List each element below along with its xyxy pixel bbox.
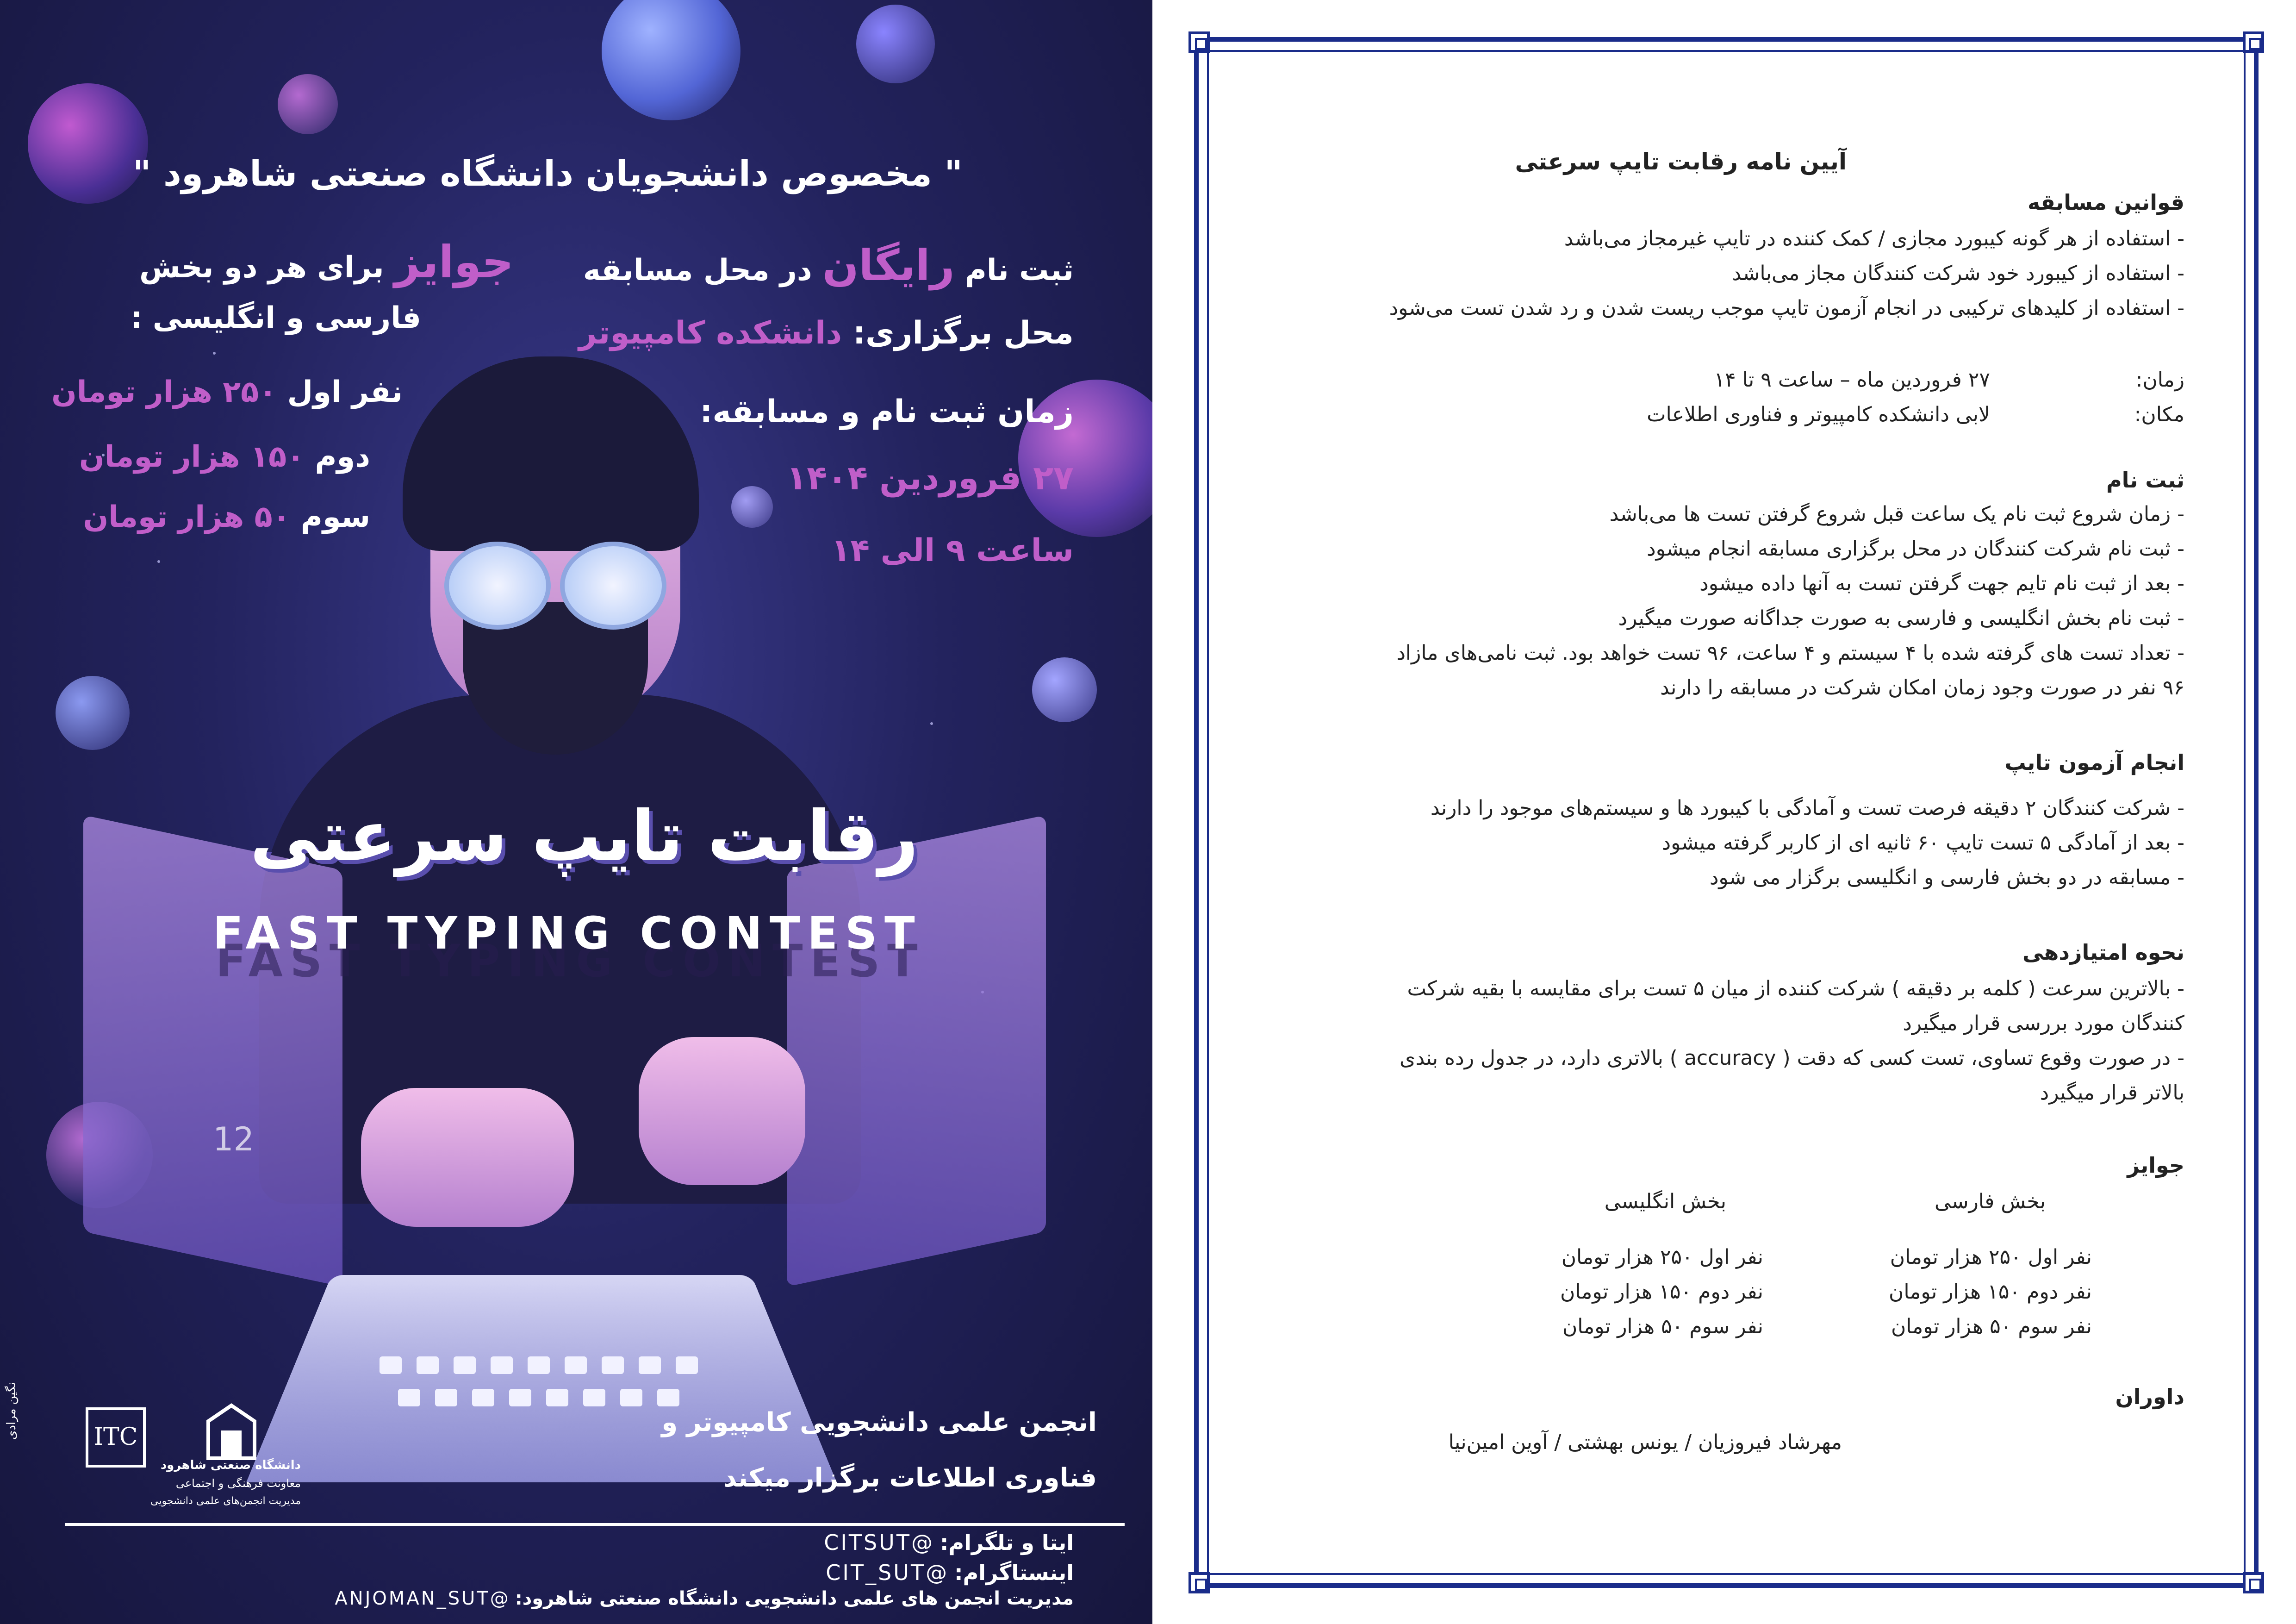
prize-1-label: نفر اول xyxy=(287,375,403,409)
laptop-keyboard-illustration xyxy=(246,1275,837,1482)
social-eitaa-handle[interactable]: @CITSUT xyxy=(824,1530,933,1555)
registration-free: رایگان xyxy=(822,241,955,290)
star xyxy=(930,722,933,725)
frame-corner-ornament xyxy=(2243,31,2264,53)
prize-persian-item: نفر دوم ۱۵۰ هزار تومان xyxy=(1889,1280,2092,1304)
judges-names: مهرشاد فیروزیان / یونس بهشتی / آوین امین‌نیا xyxy=(1448,1430,1842,1454)
registration-item: - ثبت نام بخش انگلیسی و فارسی به صورت جداگانه صورت میگیرد xyxy=(1618,606,2184,630)
keyboard-key xyxy=(565,1356,587,1374)
place-value: لابی دانشکده کامپیوتر و فناوری اطلاعات xyxy=(1647,403,1990,426)
section-heading-test: انجام آزمون تایپ xyxy=(2004,750,2184,775)
poster-registration xyxy=(583,241,1074,290)
keyboard-key xyxy=(583,1389,605,1406)
keyboard-key xyxy=(491,1356,513,1374)
contest-rule-item: - استفاده از کیبورد خود شرکت کنندگان مجاز می‌باشد xyxy=(1732,262,2184,285)
registration-item: - بعد از ثبت نام تایم جهت گرفتن تست به آنها داده میشود xyxy=(1699,572,2184,595)
section-heading-judges: داوران xyxy=(2115,1384,2184,1409)
itc-logo xyxy=(86,1407,146,1468)
prize-1-amount: ۲۵۰ هزار تومان xyxy=(51,375,277,409)
frame-corner-ornament xyxy=(1188,31,1210,53)
keyboard-key xyxy=(676,1356,698,1374)
venue-value: دانشکده کامپیوتر xyxy=(579,315,842,351)
poster-audience: " مخصوص دانشجویان دانشگاه صنعتی شاهرود " xyxy=(132,153,963,194)
scoring-item: کنندگان مورد بررسی قرار میگیرد xyxy=(1903,1012,2184,1035)
keyboard-key xyxy=(417,1356,439,1374)
planet-orb xyxy=(856,5,935,83)
time-label: زمان: xyxy=(2135,368,2184,392)
left-screen-illustration xyxy=(83,815,342,1287)
social-eitaa-label: ایتا و تلگرام: xyxy=(940,1530,1074,1555)
keyboard-key xyxy=(528,1356,550,1374)
test-item: - شرکت کنندگان ۲ دقیقه فرصت تست و آمادگی با کیبورد ها و سیستم‌های موجود را دارند xyxy=(1430,796,2184,820)
planet-orb xyxy=(28,83,148,204)
poster-organizer-line1: انجمن علمی دانشجویی کامپیوتر و xyxy=(661,1407,1097,1437)
planet-orb xyxy=(602,0,740,120)
right-screen-illustration xyxy=(787,815,1046,1287)
poster-title-en: FAST TYPING CONTEST xyxy=(213,907,922,959)
registration-item: - ثبت نام شرکت کنندگان در محل برگزاری مسابقه انجام میشود xyxy=(1647,537,2184,561)
glasses-lens-right xyxy=(560,542,666,630)
keyboard-key xyxy=(509,1389,531,1406)
prize-2-amount: ۱۵۰ هزار تومان xyxy=(79,440,305,474)
rules-title: آیین نامه رقابت تایپ سرعتی xyxy=(1515,148,1847,175)
social-management-handle[interactable]: @ANJOMAN_SUT xyxy=(335,1588,509,1609)
keyboard-key xyxy=(639,1356,661,1374)
prize-english-item: نفر سوم ۵۰ هزار تومان xyxy=(1562,1315,1763,1338)
frame-corner-ornament xyxy=(1188,1572,1210,1593)
poster-prizes-heading xyxy=(139,236,514,288)
planet-orb xyxy=(56,676,130,750)
social-instagram xyxy=(826,1560,1074,1585)
keyboard-key xyxy=(398,1389,420,1406)
section-heading-contest-rules: قوانین مسابقه xyxy=(2027,190,2184,215)
keyboard-key xyxy=(602,1356,624,1374)
social-instagram-handle[interactable]: @CIT_SUT xyxy=(826,1560,947,1585)
poster-prize-1 xyxy=(51,375,403,409)
social-eitaa xyxy=(824,1530,1074,1555)
footer-divider xyxy=(65,1523,1125,1526)
poster-prize-3 xyxy=(83,500,370,534)
frame-corner-ornament xyxy=(2243,1572,2264,1593)
poster-time-label: زمان ثبت نام و مسابقه: xyxy=(700,394,1074,430)
person-hair-illustration xyxy=(403,356,699,551)
keyboard-key xyxy=(472,1389,494,1406)
prizes-word: جوایز xyxy=(394,236,514,288)
itc-logo-text: ITC xyxy=(93,1423,138,1451)
test-item: - بعد از آمادگی ۵ تست تایپ ۶۰ ثانیه ای از کاربر گرفته میشود xyxy=(1661,831,2184,855)
keyboard-key xyxy=(657,1389,679,1406)
place-label: مکان: xyxy=(2134,403,2184,426)
prize-english-item: نفر دوم ۱۵۰ هزار تومان xyxy=(1560,1280,1763,1304)
poster-hours: ساعت ۹ الی ۱۴ xyxy=(831,532,1074,569)
time-value: ۲۷ فروردین ماه – ساعت ۹ تا ۱۴ xyxy=(1714,368,1990,392)
section-heading-scoring: نحوه امتیازدهی xyxy=(2022,940,2184,965)
right-hand-illustration xyxy=(639,1037,805,1185)
section-heading-registration: ثبت نام xyxy=(2106,468,2184,493)
university-logo xyxy=(199,1403,264,1468)
planet-orb xyxy=(278,74,338,134)
social-management-label: مدیریت انجمن های علمی دانشجویی دانشگاه صنعتی شاهرود: xyxy=(515,1588,1074,1609)
poster-title-fa: رقابت تایپ سرعتی xyxy=(250,796,919,877)
planet-orb xyxy=(1032,657,1097,722)
keyboard-key xyxy=(435,1389,457,1406)
star xyxy=(157,560,160,563)
registration-prefix: ثبت نام xyxy=(964,253,1074,287)
registration-item: - تعداد تست های گرفته شده با ۴ سیستم و ۴ ساعت، ۹۶ تست خواهد بود. ثبت نامی‌های مازاد xyxy=(1396,641,2184,665)
prize-3-label: سوم xyxy=(301,500,370,534)
poster-prizes-line2: فارسی و انگلیسی : xyxy=(131,301,421,335)
keyboard-key xyxy=(380,1356,402,1374)
scoring-item: - در صورت وقوع تساوی، تست کسی که دقت ( accuracy ) بالاتری دارد، در جدول رده بندی xyxy=(1400,1046,2184,1070)
scoring-item: - بالاترین سرعت ( کلمه بر دقیقه ) شرکت کننده از میان ۵ تست برای مقایسه با بقیه شرکت xyxy=(1407,977,2184,1000)
university-sub1: معاونت فرهنگی و اجتماعی xyxy=(175,1477,301,1490)
designer-credit: نگین مرادی xyxy=(5,1382,19,1440)
poster-prize-2 xyxy=(79,440,370,474)
prizes-english-heading: بخش انگلیسی xyxy=(1604,1190,1726,1213)
university-sub2: مدیریت انجمن‌های علمی دانشجویی xyxy=(150,1495,301,1507)
venue-label: محل برگزاری: xyxy=(852,315,1074,351)
test-item: - مسابقه در دو بخش فارسی و انگلیسی برگزار می شود xyxy=(1709,866,2184,889)
prizes-persian-heading: بخش فارسی xyxy=(1935,1190,2046,1213)
keyboard-key xyxy=(620,1389,642,1406)
keyboard-number: 12 xyxy=(213,1120,255,1158)
glasses-lens-left xyxy=(444,542,551,630)
left-hand-illustration xyxy=(361,1088,574,1227)
registration-item: - زمان شروع ثبت نام یک ساعت قبل شروع گرفتن تست ها می‌باشد xyxy=(1609,502,2184,526)
university-emblem-icon xyxy=(199,1403,264,1468)
contest-rule-item: - استفاده از هر گونه کیبورد مجازی / کمک کننده در تایپ غیرمجاز می‌باشد xyxy=(1564,227,2184,250)
planet-orb xyxy=(731,486,773,528)
prize-2-label: دوم xyxy=(315,440,370,474)
contest-rule-item: - استفاده از کلیدهای ترکیبی در انجام آزمون تایپ موجب ریست شدن و رد شدن تست می‌شود xyxy=(1389,296,2184,320)
keyboard-key xyxy=(546,1389,568,1406)
registration-suffix: در محل مسابقه xyxy=(583,253,812,287)
section-heading-prizes: جوایز xyxy=(2127,1153,2184,1178)
prize-english-item: نفر اول ۲۵۰ هزار تومان xyxy=(1561,1245,1763,1269)
prizes-suffix: برای هر دو بخش xyxy=(139,250,384,285)
poster-date: ۲۷ فروردین ۱۴۰۴ xyxy=(786,458,1074,497)
star xyxy=(213,352,216,355)
registration-item: ۹۶ نفر در صورت وجود زمان امکان شرکت در مسابقه را دارند xyxy=(1660,676,2184,700)
rules-page xyxy=(1194,37,2259,1588)
university-name: دانشگاه صنعتی شاهرود xyxy=(160,1458,301,1472)
prize-persian-item: نفر سوم ۵۰ هزار تومان xyxy=(1891,1315,2092,1338)
scoring-item: بالاتر قرار میگیرد xyxy=(2040,1081,2184,1105)
poster-organizer-line2: فناوری اطلاعات برگزار میکند xyxy=(723,1463,1097,1493)
keyboard-key xyxy=(454,1356,476,1374)
social-instagram-label: اینستاگرام: xyxy=(954,1560,1074,1585)
prize-3-amount: ۵۰ هزار تومان xyxy=(83,500,291,534)
prize-persian-item: نفر اول ۲۵۰ هزار تومان xyxy=(1890,1245,2092,1269)
poster-venue xyxy=(579,315,1074,351)
social-management xyxy=(335,1588,1074,1609)
